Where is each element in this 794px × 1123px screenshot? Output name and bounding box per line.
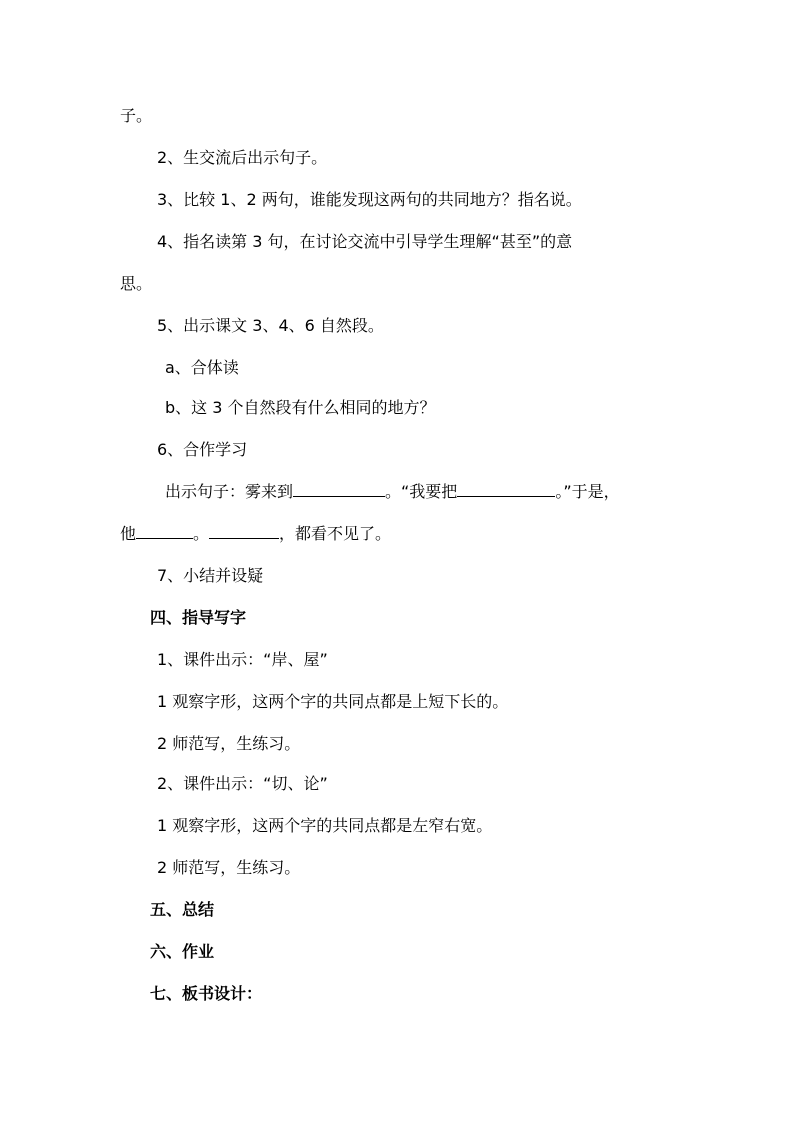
- fill-blank: [209, 524, 279, 539]
- fill-text: 。: [193, 524, 210, 543]
- text-line: 1 观察字形，这两个字的共同点都是左窄右宽。: [157, 816, 493, 835]
- section-heading: 五、总结: [150, 900, 215, 919]
- section-heading: 六、作业: [150, 942, 215, 961]
- text-line: 2、课件出示：“切、论”: [157, 774, 328, 793]
- fill-blank: [457, 482, 555, 497]
- text-line: 思。: [120, 274, 153, 293]
- text-line: 2 师范写，生练习。: [157, 858, 301, 877]
- text-line: b、这 3 个自然段有什么相同的地方？: [165, 398, 436, 417]
- text-line: 2、生交流后出示句子。: [157, 148, 328, 167]
- section-heading: 四、指导写字: [150, 608, 247, 627]
- text-line: 1、课件出示：“岸、屋”: [157, 650, 328, 669]
- fill-text: 。”于是，: [555, 482, 620, 501]
- fill-text: 。“我要把: [385, 482, 458, 501]
- fill-blank: [136, 524, 193, 539]
- text-line: 1 观察字形，这两个字的共同点都是上短下长的。: [157, 692, 509, 711]
- text-line: 3、比较 1、2 两句，谁能发现这两句的共同地方？指名说。: [157, 190, 582, 209]
- text-line: 5、出示课文 3、4、6 自然段。: [157, 316, 384, 335]
- text-line: 6、合作学习: [157, 440, 248, 459]
- fill-text: 他: [120, 524, 137, 543]
- text-line: a、合体读: [165, 358, 239, 377]
- fill-text: 出示句子：雾来到: [165, 482, 294, 501]
- text-line: 4、指名读第 3 句，在讨论交流中引导学生理解“甚至”的意: [157, 232, 573, 251]
- text-line: 子。: [120, 106, 153, 125]
- section-heading: 七、板书设计：: [150, 984, 263, 1003]
- fill-blank-row-2: [120, 524, 391, 544]
- fill-blank-row-1: [165, 482, 620, 502]
- fill-text: ，都看不见了。: [279, 524, 392, 543]
- text-line: 2 师范写，生练习。: [157, 734, 301, 753]
- fill-blank: [293, 482, 385, 497]
- text-line: 7、小结并设疑: [157, 566, 264, 585]
